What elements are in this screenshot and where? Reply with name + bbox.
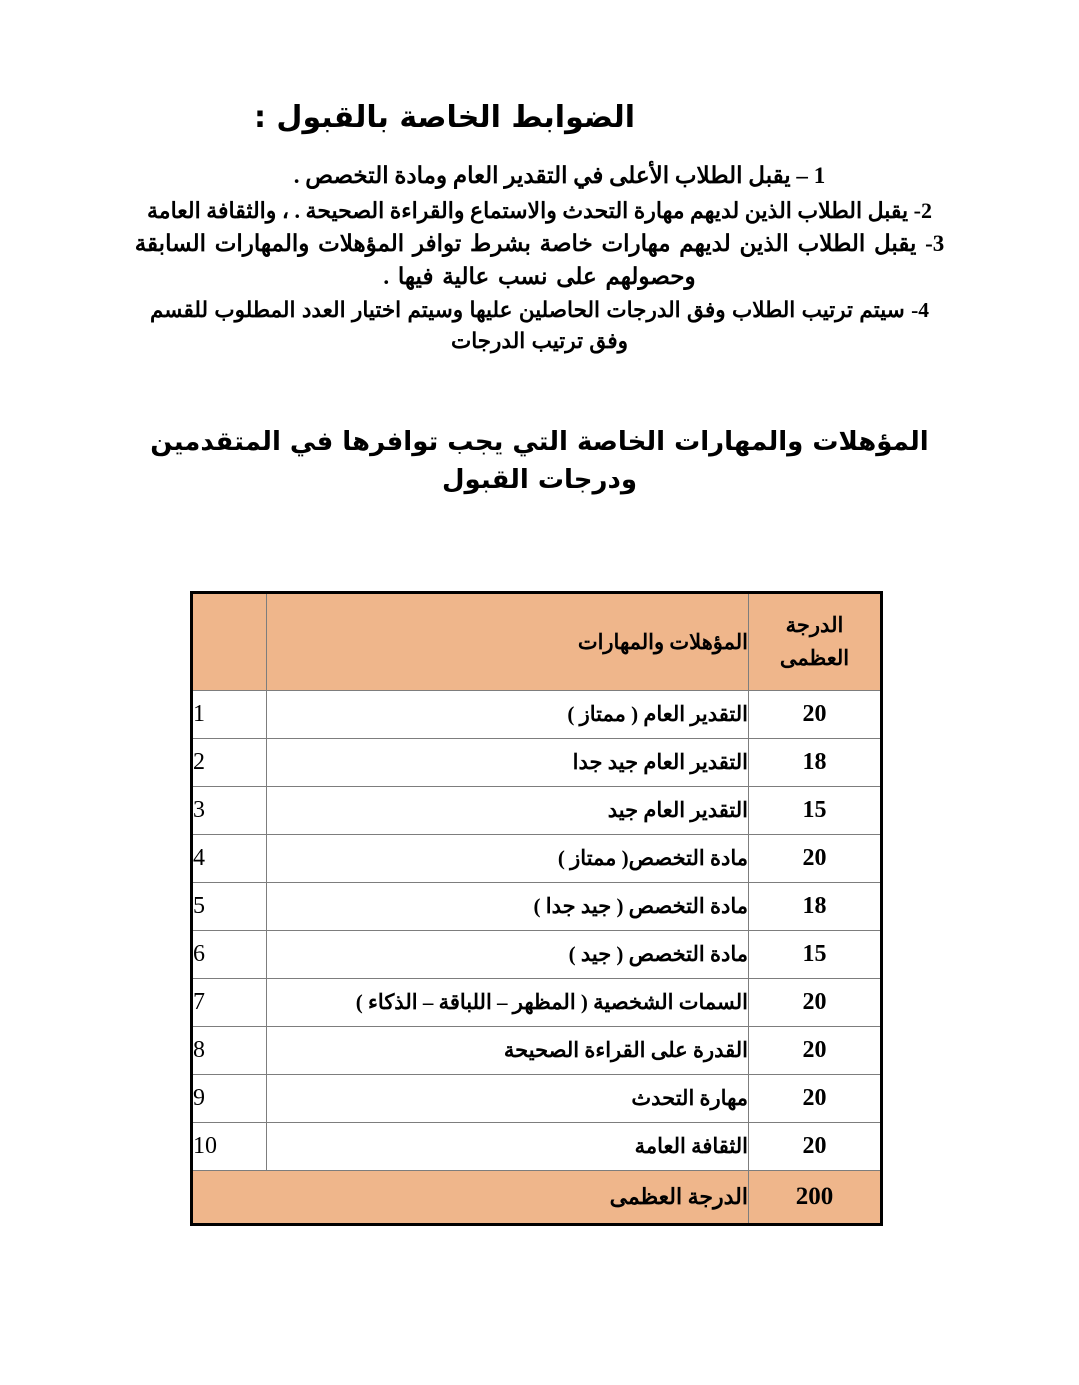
clause-1-text: 1 – يقبل الطلاب الأعلى في التقدير العام ومادة التخصص . [293, 163, 826, 188]
total-label: الدرجة العظمى [192, 1171, 749, 1225]
table-header [192, 593, 882, 691]
row-number: 10 [192, 1123, 267, 1171]
column-header-max-score [749, 593, 882, 691]
admission-rules-list [60, 160, 1019, 358]
row-score: 20 [749, 1027, 882, 1075]
row-number: 1 [192, 691, 267, 739]
section-heading [60, 424, 1019, 499]
table-row [192, 931, 882, 979]
clause-item-1 [60, 160, 1019, 193]
row-score: 20 [749, 1075, 882, 1123]
row-skill: التقدير العام ( ممتاز ) [267, 691, 749, 739]
row-score: 20 [749, 691, 882, 739]
row-number: 6 [192, 931, 267, 979]
row-skill: مادة التخصص ( جيد جدا ) [267, 883, 749, 931]
table-row [192, 787, 882, 835]
row-skill: التقدير العام جيد [267, 787, 749, 835]
table-row [192, 1123, 882, 1171]
table-row [192, 691, 882, 739]
table-header-row [192, 593, 882, 691]
page-title [60, 100, 1019, 135]
clause-4-line-2: وفق ترتيب الدرجات [450, 328, 629, 353]
row-number: 7 [192, 979, 267, 1027]
row-number: 2 [192, 739, 267, 787]
row-number: 9 [192, 1075, 267, 1123]
row-skill: القدرة على القراءة الصحيحة [267, 1027, 749, 1075]
qualifications-grades-table [190, 591, 883, 1226]
row-score: 15 [749, 931, 882, 979]
table-total-row [192, 1171, 882, 1225]
row-number: 4 [192, 835, 267, 883]
row-score: 18 [749, 883, 882, 931]
table-row [192, 739, 882, 787]
table-row [192, 883, 882, 931]
row-skill: مادة التخصص ( جيد ) [267, 931, 749, 979]
row-number: 8 [192, 1027, 267, 1075]
row-score: 20 [749, 1123, 882, 1171]
row-skill: الثقافة العامة [267, 1123, 749, 1171]
row-skill: السمات الشخصية ( المظهر – اللباقة – الذكاء ) [267, 979, 749, 1027]
row-skill: التقدير العام جيد جدا [267, 739, 749, 787]
grades-table-container [193, 591, 883, 1226]
column-header-max-score-line-2: العظمى [779, 646, 850, 670]
section-heading-line-2: ودرجات القبول [441, 464, 637, 495]
clause-2-text: 2- يقبل الطلاب الذين لديهم مهارة التحدث والاستماع والقراءة الصحيحة . ، والثقافة العامة [146, 197, 933, 223]
clause-item-4 [60, 295, 1019, 356]
row-score: 20 [749, 979, 882, 1027]
table-row [192, 979, 882, 1027]
clause-4-line-1: 4- سيتم ترتيب الطلاب وفق الدرجات الحاصلين عليها وسيتم اختيار العدد المطلوب للقسم [149, 298, 929, 323]
total-score: 200 [749, 1171, 882, 1225]
table-row [192, 1075, 882, 1123]
row-score: 15 [749, 787, 882, 835]
row-number: 5 [192, 883, 267, 931]
row-score: 20 [749, 835, 882, 883]
clause-item-2 [60, 195, 1019, 226]
row-number: 3 [192, 787, 267, 835]
clause-item-3 [60, 228, 1019, 293]
column-header-max-score-line-1: الدرجة [785, 613, 844, 638]
table-row [192, 1027, 882, 1075]
table-row [192, 835, 882, 883]
clause-3-line-2: وحصولهم على نسب عالية فيها . [383, 263, 696, 289]
page-title-text: الضوابط الخاصة بالقبول : [253, 100, 635, 135]
row-skill: مهارة التحدث [267, 1075, 749, 1123]
column-header-skills: المؤهلات والمهارات [267, 593, 749, 691]
row-skill: مادة التخصص( ممتاز ) [267, 835, 749, 883]
table-body [192, 691, 882, 1225]
section-heading-line-1: المؤهلات والمهارات الخاصة التي يجب توافرها في المتقدمين [150, 427, 929, 457]
row-score: 18 [749, 739, 882, 787]
clause-3-line-1: 3- يقبل الطلاب الذين لديهم مهارات خاصة بشرط توافر المؤهلات والمهارات السابقة [134, 230, 945, 256]
column-header-number [192, 593, 267, 691]
